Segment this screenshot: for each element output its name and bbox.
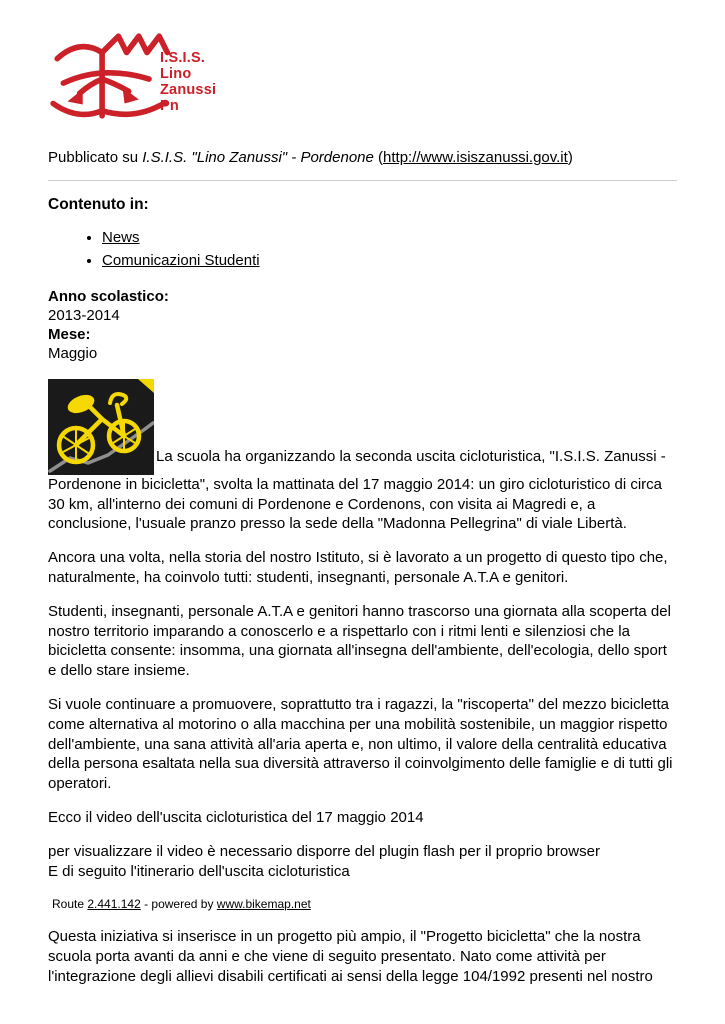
anno-scolastico-label: Anno scolastico: bbox=[48, 287, 169, 305]
video-intro-line: Ecco il video dell'uscita cicloturistica del 17 maggio 2014 bbox=[48, 809, 424, 826]
school-logo-text bbox=[160, 50, 216, 114]
logo-text-line: Pn bbox=[160, 98, 179, 114]
itinerary-line: E di seguito l'itinerario dell'uscita cicloturistica bbox=[48, 862, 350, 880]
logo-text-line: I.S.I.S. bbox=[160, 50, 206, 66]
route-prefix: Route bbox=[52, 897, 88, 912]
comunicazioni-studenti-link[interactable]: Comunicazioni Studenti bbox=[102, 252, 260, 270]
anno-scolastico-value: 2013-2014 bbox=[48, 306, 120, 324]
article-paragraph-3: Studenti, insegnanti, personale A.T.A e genitori hanno trascorso una giornata alla scoperta del nostro territorio imparando a conoscerlo e a rispettarlo con i ritmi lenti e silenziosi che la bicicletta consente: insomma, una giornata all'insegna dell'ambiente, dell'ecologia, dello sport e dello stare insieme. bbox=[48, 602, 671, 680]
news-link[interactable]: News bbox=[102, 229, 140, 247]
mese-value: Maggio bbox=[48, 344, 98, 362]
mese-label: Mese: bbox=[48, 325, 91, 343]
separator-rule bbox=[48, 180, 677, 181]
route-line bbox=[48, 897, 677, 913]
school-logo bbox=[48, 26, 258, 128]
content-in-list bbox=[48, 228, 677, 271]
content-in-heading: Contenuto in: bbox=[48, 195, 149, 213]
article-paragraph-4: Si vuole continuare a promuovere, soprattutto tra i ragazzi, la "riscoperta" del mezzo bicicletta come alternativa al motorino o alla macchina per una mobilità sostenibile, un maggior rispetto dell'ambiente, una sana attività all'aria aperta e, non ultimo, il valore della centralità educativa della persona esaltata nella sua diversità attraverso il coinvolgimento delle famiglie e di tutti gli operatori. bbox=[48, 696, 673, 793]
bicycle-image bbox=[48, 379, 154, 475]
video-notes bbox=[48, 842, 677, 882]
site-url-link[interactable]: http://www.isiszanussi.gov.it bbox=[383, 149, 568, 166]
route-middle-text: - powered by bbox=[140, 897, 217, 912]
published-paren-close: ) bbox=[567, 149, 573, 166]
flash-plugin-line: per visualizzare il video è necessario disporre del plugin flash per il proprio browser bbox=[48, 842, 600, 860]
article-paragraph-2: Ancora una volta, nella storia del nostro Istituto, si è lavorato a un progetto di questo tipo che, naturalmente, ha coinvolo tutti: studenti, insegnanti, personale A.T.A e genitori. bbox=[48, 549, 668, 587]
published-site-name: I.S.I.S. "Lino Zanussi" - Pordenone bbox=[142, 149, 374, 166]
article-paragraph-5: Questa iniziativa si inserisce in un progetto più ampio, il "Progetto bicicletta" che la nostra scuola porta avanti da anni e che viene di seguito presentato. Nato come attività per l'integrazione degli allievi disabili certificati ai sensi della legge 104/1992 presenti nel nostro bbox=[48, 928, 653, 985]
paragraph-text: La scuola ha organizzando la seconda uscita cicloturistica, "I.S.I.S. Zanussi - Pordenone in bicicletta", svolta la mattinata del 17 maggio 2014: un giro cicloturistico di circa 30 km, all'interno dei comuni di Pordenone e Cordenons, con visita ai Magredi e, a conclusione, l'usuale pranzo presso la sede della "Madonna Pellegrina" di viale Libertà. bbox=[48, 447, 666, 533]
article-paragraph-1 bbox=[48, 379, 677, 534]
published-prefix: Pubblicato su bbox=[48, 149, 143, 166]
published-line bbox=[48, 148, 677, 168]
bikemap-link[interactable]: www.bikemap.net bbox=[216, 897, 311, 912]
list-item bbox=[102, 251, 677, 271]
list-item bbox=[102, 228, 677, 248]
logo-text-line: Zanussi bbox=[160, 82, 217, 98]
published-paren-open: ( bbox=[373, 149, 384, 166]
logo-text-line: Lino bbox=[160, 66, 192, 82]
route-id-link[interactable]: 2.441.142 bbox=[87, 897, 141, 912]
